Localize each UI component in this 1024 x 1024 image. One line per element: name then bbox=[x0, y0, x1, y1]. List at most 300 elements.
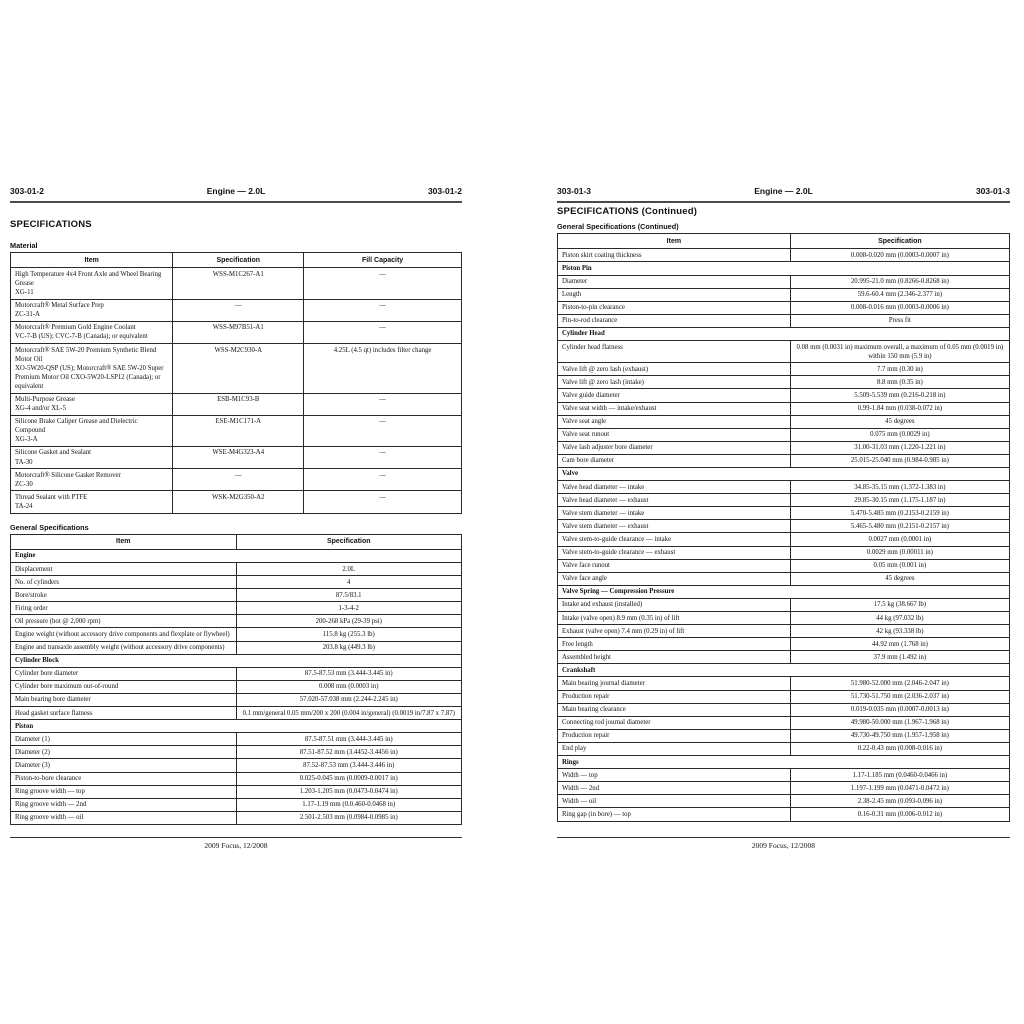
item-cell bbox=[558, 341, 791, 363]
spec-cell: 44.92 mm (1.768 in) bbox=[790, 638, 1009, 651]
spec-cell: 0.16-0.31 mm (0.006-0.012 in) bbox=[790, 808, 1009, 821]
item-cell bbox=[558, 441, 791, 454]
table-row bbox=[11, 415, 462, 446]
item-cell bbox=[11, 680, 237, 693]
page-title: Engine — 2.0L bbox=[754, 186, 813, 196]
item-line: Bore/stroke bbox=[15, 591, 47, 599]
item-line: Main bearing bore diameter bbox=[15, 696, 91, 704]
table-row bbox=[558, 625, 1010, 638]
item-line: Width — 2nd bbox=[562, 784, 600, 792]
page-number-right: 303-01-2 bbox=[427, 186, 462, 196]
item-cell bbox=[558, 494, 791, 507]
item-line: Valve head diameter — intake bbox=[562, 483, 645, 491]
item-line: Width — top bbox=[562, 771, 598, 779]
item-line: Production repair bbox=[562, 732, 610, 740]
table-row bbox=[11, 785, 462, 798]
item-cell bbox=[11, 628, 237, 641]
item-line: Ring groove width — top bbox=[15, 788, 85, 796]
table-row bbox=[558, 481, 1010, 494]
item-line: Valve stem diameter — intake bbox=[562, 509, 645, 517]
column-header: Specification bbox=[790, 234, 1009, 249]
spec-cell: 0.019-0.035 mm (0.0007-0.0013 in) bbox=[790, 703, 1009, 716]
table-row bbox=[558, 415, 1010, 428]
item-cell bbox=[11, 321, 173, 343]
table-row bbox=[558, 795, 1010, 808]
section-label: Piston Pin bbox=[558, 262, 1010, 275]
spec-cell: 0.008-0.020 mm (0.0003-0.0007 in) bbox=[790, 249, 1009, 262]
item-cell bbox=[558, 301, 791, 314]
specifications-heading: SPECIFICATIONS bbox=[10, 219, 92, 230]
table-header-row bbox=[11, 253, 462, 268]
item-line: XG-3-A bbox=[15, 436, 38, 444]
item-line: Valve lash adjuster bore diameter bbox=[562, 444, 653, 452]
item-line: Motorcraft® Premium Gold Engine Coolant bbox=[15, 324, 136, 332]
section-row bbox=[558, 327, 1010, 340]
table-row bbox=[558, 742, 1010, 755]
item-cell bbox=[558, 742, 791, 755]
item-line: Diameter bbox=[562, 278, 588, 286]
item-line: Head gasket surface flatness bbox=[15, 709, 93, 717]
spec-cell: 0.008-0.016 mm (0.0003-0.0006 in) bbox=[790, 301, 1009, 314]
spec-cell: ESB-M1C93-B bbox=[173, 393, 304, 415]
section-label: Engine bbox=[11, 549, 462, 562]
item-line: No. of cylinders bbox=[15, 578, 59, 586]
section-row bbox=[11, 654, 462, 667]
section-row bbox=[558, 585, 1010, 598]
item-line: Ring groove width — 2nd bbox=[15, 801, 87, 809]
table-row bbox=[558, 301, 1010, 314]
spec-cell: — bbox=[173, 469, 304, 491]
spec-cell: 87.5-87.53 mm (3.444-3.445 in) bbox=[236, 667, 462, 680]
item-line: Cylinder bore maximum out-of-round bbox=[15, 683, 119, 691]
fill-capacity-cell: — bbox=[304, 446, 462, 468]
item-line: Motorcraft® Silicone Gasket Remover bbox=[15, 471, 121, 479]
item-line: TA-30 bbox=[15, 458, 33, 466]
page-number-left: 303-01-3 bbox=[557, 186, 592, 196]
item-cell bbox=[11, 393, 173, 415]
item-line: Thread Sealant with PTFE bbox=[15, 493, 88, 501]
spec-cell: 5.470-5.485 mm (0.2153-0.2159 in) bbox=[790, 507, 1009, 520]
spec-cell: 1.203-1.205 mm (0.0473-0.0474 in) bbox=[236, 785, 462, 798]
table-row bbox=[558, 389, 1010, 402]
footer-text: 2009 Focus, 12/2008 bbox=[751, 841, 816, 850]
item-cell bbox=[11, 772, 237, 785]
item-line: Ring groove width — oil bbox=[15, 814, 84, 822]
item-cell bbox=[11, 469, 173, 491]
item-cell bbox=[11, 733, 237, 746]
column-header: Item bbox=[558, 234, 791, 249]
table-row bbox=[11, 733, 462, 746]
table-row bbox=[558, 612, 1010, 625]
spec-cell: 1-3-4-2 bbox=[236, 602, 462, 615]
table-row bbox=[558, 275, 1010, 288]
item-cell bbox=[11, 798, 237, 811]
item-cell bbox=[558, 454, 791, 467]
item-cell bbox=[558, 533, 791, 546]
table-row bbox=[558, 494, 1010, 507]
table-row bbox=[11, 628, 462, 641]
footer-rule bbox=[10, 837, 462, 838]
item-cell bbox=[558, 288, 791, 301]
table-row bbox=[558, 572, 1010, 585]
table-row bbox=[558, 651, 1010, 664]
item-cell bbox=[558, 729, 791, 742]
section-row bbox=[558, 664, 1010, 677]
table-row bbox=[558, 808, 1010, 821]
item-cell bbox=[558, 249, 791, 262]
item-cell bbox=[558, 481, 791, 494]
column-header: Fill Capacity bbox=[304, 253, 462, 268]
spec-cell: 0.0029 mm (0.00011 in) bbox=[790, 546, 1009, 559]
item-cell bbox=[11, 415, 173, 446]
spec-cell: 2.501-2.503 mm (0.0984-0.0985 in) bbox=[236, 811, 462, 824]
item-cell bbox=[11, 693, 237, 706]
table-row bbox=[11, 268, 462, 299]
item-line: Diameter (2) bbox=[15, 748, 50, 756]
spec-cell: WSK-M2G350-A2 bbox=[173, 491, 304, 513]
item-cell bbox=[558, 612, 791, 625]
item-line: Ring gap (in bore) — top bbox=[562, 810, 631, 818]
fill-capacity-cell: — bbox=[304, 393, 462, 415]
item-line: Valve guide diameter bbox=[562, 391, 620, 399]
item-cell bbox=[11, 491, 173, 513]
spec-cell: 20.995-21.0 mm (0.8266-0.8268 in) bbox=[790, 275, 1009, 288]
table-row bbox=[558, 363, 1010, 376]
item-cell bbox=[11, 746, 237, 759]
section-row bbox=[558, 262, 1010, 275]
spec-cell: 0.075 mm (0.0029 in) bbox=[790, 428, 1009, 441]
table-row bbox=[558, 341, 1010, 363]
table-row bbox=[558, 716, 1010, 729]
spec-cell: 1.17-1.185 mm (0.0460-0.0466 in) bbox=[790, 769, 1009, 782]
item-line: TA-24 bbox=[15, 502, 33, 510]
table-row bbox=[11, 772, 462, 785]
table-row bbox=[558, 520, 1010, 533]
spec-cell: 1.17-1.19 mm (0.0.460-0.0468 in) bbox=[236, 798, 462, 811]
spec-cell: WSS-M97B51-A1 bbox=[173, 321, 304, 343]
item-line: Valve face runout bbox=[562, 562, 610, 570]
table-row bbox=[558, 559, 1010, 572]
table-row bbox=[558, 249, 1010, 262]
table-row bbox=[558, 677, 1010, 690]
page-right bbox=[557, 186, 1010, 822]
spec-cell: 87.5-87.51 mm (3.444-3.445 in) bbox=[236, 733, 462, 746]
item-cell bbox=[11, 602, 237, 615]
fill-capacity-cell: — bbox=[304, 268, 462, 299]
footer-text: 2009 Focus, 12/2008 bbox=[204, 841, 268, 850]
item-line: Valve seat angle bbox=[562, 418, 607, 426]
item-line: Firing order bbox=[15, 604, 48, 612]
table-row bbox=[11, 469, 462, 491]
item-line: Diameter (3) bbox=[15, 761, 50, 769]
spec-cell: 1.197-1.199 mm (0.0471-0.0472 in) bbox=[790, 782, 1009, 795]
item-cell bbox=[11, 299, 173, 321]
item-line: Connecting rod journal diameter bbox=[562, 719, 651, 727]
spec-cell: 2.0L bbox=[236, 563, 462, 576]
spec-cell: 203.8 kg (449.3 lb) bbox=[236, 641, 462, 654]
item-cell bbox=[11, 576, 237, 589]
page-number-right: 303-01-3 bbox=[975, 186, 1010, 196]
item-cell bbox=[558, 314, 791, 327]
spec-cell: 87.5/83.1 bbox=[236, 589, 462, 602]
item-line: Motorcraft® SAE 5W-20 Premium Synthetic Blend Motor Oil bbox=[15, 346, 157, 363]
spec-cell: Press fit bbox=[790, 314, 1009, 327]
item-line: Engine weight (without accessory drive components and flexplate or flywheel) bbox=[15, 630, 230, 638]
table-row bbox=[558, 546, 1010, 559]
item-cell bbox=[558, 638, 791, 651]
spec-cell: ESE-M1C171-A bbox=[173, 415, 304, 446]
item-cell bbox=[558, 795, 791, 808]
item-line: Pin-to-rod clearance bbox=[562, 317, 618, 325]
item-line: ZC-31-A bbox=[15, 311, 40, 319]
item-line: Intake (valve open) 8.9 mm (0.35 in) of lift bbox=[562, 614, 680, 622]
item-cell bbox=[558, 389, 791, 402]
item-cell bbox=[11, 811, 237, 824]
item-cell bbox=[558, 559, 791, 572]
table-header-row bbox=[558, 234, 1010, 249]
item-line: Oil pressure (hot @ 2,000 rpm) bbox=[15, 617, 101, 625]
item-line: Silicone Gasket and Sealant bbox=[15, 449, 92, 457]
table-row bbox=[11, 491, 462, 513]
spec-cell: 29.85-30.15 mm (1.175-1.187 in) bbox=[790, 494, 1009, 507]
spec-cell: 2.38-2.45 mm (0.093-0.096 in) bbox=[790, 795, 1009, 808]
spec-cell: 0.025-0.045 mm (0.0009-0.0017 in) bbox=[236, 772, 462, 785]
spec-cell: 17.5 kg (38.667 lb) bbox=[790, 598, 1009, 611]
item-cell bbox=[11, 641, 237, 654]
table-row bbox=[11, 798, 462, 811]
spec-cell: 4 bbox=[236, 576, 462, 589]
table-row bbox=[11, 641, 462, 654]
table-row bbox=[558, 441, 1010, 454]
table-row bbox=[11, 680, 462, 693]
item-line: VC-7-B (US); CVC-7-B (Canada); or equivalent bbox=[15, 333, 148, 341]
item-line: Exhaust (valve open) 7.4 mm (0.29 in) of lift bbox=[562, 627, 685, 635]
item-line: Cylinder bore diameter bbox=[15, 670, 79, 678]
item-line: Intake and exhaust (installed) bbox=[562, 601, 643, 609]
item-cell bbox=[558, 769, 791, 782]
item-line: Assembled height bbox=[562, 653, 611, 661]
item-cell bbox=[11, 589, 237, 602]
spec-cell: 57.020-57.038 mm (2.244-2.245 in) bbox=[236, 693, 462, 706]
section-label: Crankshaft bbox=[558, 664, 1010, 677]
item-cell bbox=[558, 808, 791, 821]
item-line: Displacement bbox=[15, 565, 53, 573]
item-line: Valve face angle bbox=[562, 575, 607, 583]
fill-capacity-cell: — bbox=[304, 415, 462, 446]
page-header bbox=[10, 186, 462, 203]
item-line: Production repair bbox=[562, 693, 610, 701]
fill-capacity-cell: 4.25L (4.5 qt) includes filter change bbox=[304, 344, 462, 393]
item-line: Valve head diameter — exhaust bbox=[562, 496, 649, 504]
spec-cell: 0.99-1.84 mm (0.038-0.072 in) bbox=[790, 402, 1009, 415]
item-line: Cylinder head flatness bbox=[562, 343, 623, 351]
section-label: Cylinder Head bbox=[558, 327, 1010, 340]
item-cell bbox=[558, 625, 791, 638]
section-label: Piston bbox=[11, 720, 462, 733]
table-row bbox=[558, 376, 1010, 389]
table-row bbox=[11, 615, 462, 628]
section-row bbox=[11, 549, 462, 562]
section-row bbox=[558, 467, 1010, 480]
fill-capacity-cell: — bbox=[304, 469, 462, 491]
item-cell bbox=[558, 677, 791, 690]
spec-cell: 87.52-87.53 mm (3.444-3.446 in) bbox=[236, 759, 462, 772]
item-line: Diameter (1) bbox=[15, 735, 50, 743]
page-header bbox=[557, 186, 1010, 203]
table-row bbox=[558, 598, 1010, 611]
table-row bbox=[558, 288, 1010, 301]
spec-cell: 42 kg (93.338 lb) bbox=[790, 625, 1009, 638]
spec-cell: 51.730-51.750 mm (2.036-2.037 in) bbox=[790, 690, 1009, 703]
item-line: Valve lift @ zero lash (exhaust) bbox=[562, 365, 649, 373]
specifications-continued-heading: SPECIFICATIONS (Continued) bbox=[557, 206, 698, 217]
table-row bbox=[11, 344, 462, 393]
spec-cell: 115.8 kg (255.3 lb) bbox=[236, 628, 462, 641]
item-line: Engine and transaxle assembly weight (without accessory drive components) bbox=[15, 644, 225, 652]
spec-cell: 7.7 mm (0.30 in) bbox=[790, 363, 1009, 376]
spec-cell: 25.015-25.040 mm (0.984-0.985 in) bbox=[790, 454, 1009, 467]
item-cell bbox=[11, 759, 237, 772]
item-cell bbox=[11, 667, 237, 680]
item-line: XO-5W20-QSP (US); Motorcraft® SAE 5W-20 Super Premium Motor Oil CXO-5W20-LSP12 (Canada); or equivalent bbox=[15, 364, 164, 390]
spec-cell: 51.980-52.000 mm (2.046-2.047 in) bbox=[790, 677, 1009, 690]
spec-cell: 5.509-5.539 mm (0.216-0.218 in) bbox=[790, 389, 1009, 402]
table-row bbox=[558, 314, 1010, 327]
column-header: Item bbox=[11, 534, 237, 549]
section-row bbox=[11, 720, 462, 733]
spec-cell: 59.6-60.4 mm (2.346-2.377 in) bbox=[790, 288, 1009, 301]
item-line: Main bearing journal diameter bbox=[562, 679, 645, 687]
material-table bbox=[10, 252, 462, 514]
page-footer-right bbox=[557, 837, 1010, 850]
spec-cell: 200-268 kPa (29-39 psi) bbox=[236, 615, 462, 628]
item-line: End play bbox=[562, 745, 587, 753]
spec-cell: — bbox=[173, 299, 304, 321]
spec-cell: 8.8 mm (0.35 in) bbox=[790, 376, 1009, 389]
item-line: Valve stem-to-guide clearance — intake bbox=[562, 535, 672, 543]
table-row bbox=[558, 402, 1010, 415]
spec-cell: 49.730-49.750 mm (1.957-1.958 in) bbox=[790, 729, 1009, 742]
item-line: Valve seat width — intake/exhaust bbox=[562, 405, 657, 412]
item-line: Valve stem-to-guide clearance — exhaust bbox=[562, 549, 676, 557]
table-row bbox=[11, 707, 462, 720]
spec-cell: 37.9 mm (1.492 in) bbox=[790, 651, 1009, 664]
section-row bbox=[558, 756, 1010, 769]
table-row bbox=[558, 690, 1010, 703]
item-cell bbox=[11, 344, 173, 393]
item-cell bbox=[558, 428, 791, 441]
item-line: Cam bore diameter bbox=[562, 457, 615, 465]
section-label: Valve Spring — Compression Pressure bbox=[558, 585, 1010, 598]
table-row bbox=[11, 321, 462, 343]
item-line: Width — oil bbox=[562, 797, 597, 805]
spec-cell: 0.008 mm (0.0003 in) bbox=[236, 680, 462, 693]
table-row bbox=[558, 428, 1010, 441]
item-line: Valve seat runout bbox=[562, 431, 610, 439]
table-row bbox=[558, 638, 1010, 651]
spec-cell: 0.1 mm/general 0.05 mm/200 x 200 (0.004 in/general) (0.0019 in/7.87 x 7.87) bbox=[236, 707, 462, 720]
material-table-caption: Material bbox=[10, 241, 38, 250]
item-line: Length bbox=[562, 291, 582, 299]
item-line: XG-11 bbox=[15, 289, 34, 297]
page-number-left: 303-01-2 bbox=[10, 186, 45, 196]
table-row bbox=[558, 769, 1010, 782]
item-cell bbox=[11, 563, 237, 576]
page-left bbox=[10, 186, 462, 825]
spec-cell: WSS-M2C930-A bbox=[173, 344, 304, 393]
table-row bbox=[11, 811, 462, 824]
item-cell bbox=[558, 520, 791, 533]
table-row bbox=[11, 446, 462, 468]
table-row bbox=[11, 576, 462, 589]
spec-cell: 45 degrees bbox=[790, 572, 1009, 585]
page-title: Engine — 2.0L bbox=[206, 186, 266, 196]
item-cell bbox=[558, 275, 791, 288]
item-line: Valve lift @ zero lash (intake) bbox=[562, 378, 644, 386]
item-line: Valve stem diameter — exhaust bbox=[562, 522, 649, 530]
general-specifications-table bbox=[10, 534, 462, 825]
item-cell bbox=[11, 615, 237, 628]
item-line: High Temperature 4x4 Front Axle and Wheel Bearing Grease bbox=[15, 270, 162, 287]
fill-capacity-cell: — bbox=[304, 299, 462, 321]
table-row bbox=[11, 589, 462, 602]
item-cell bbox=[558, 703, 791, 716]
column-header: Specification bbox=[173, 253, 304, 268]
table-row bbox=[558, 533, 1010, 546]
section-label: Valve bbox=[558, 467, 1010, 480]
item-line: Main bearing clearance bbox=[562, 706, 626, 714]
table-row bbox=[558, 782, 1010, 795]
table-row bbox=[11, 746, 462, 759]
spec-cell: 31.00-31.03 mm (1.220-1.221 in) bbox=[790, 441, 1009, 454]
table-row bbox=[558, 729, 1010, 742]
item-cell bbox=[11, 707, 237, 720]
spec-cell: WSE-M4G323-A4 bbox=[173, 446, 304, 468]
spec-cell: 0.22-0.43 mm (0.008-0.016 in) bbox=[790, 742, 1009, 755]
item-cell bbox=[558, 376, 791, 389]
table-row bbox=[11, 393, 462, 415]
item-line: Multi-Purpose Grease bbox=[15, 396, 75, 403]
table-row bbox=[11, 759, 462, 772]
item-line: XG-4 and/or XL-5 bbox=[15, 405, 66, 413]
item-cell bbox=[558, 415, 791, 428]
section-label: Rings bbox=[558, 756, 1010, 769]
fill-capacity-cell: — bbox=[304, 491, 462, 513]
item-cell bbox=[558, 572, 791, 585]
spec-cell: 44 kg (97.032 lb) bbox=[790, 612, 1009, 625]
item-cell bbox=[558, 507, 791, 520]
table-row bbox=[558, 703, 1010, 716]
table-header-row bbox=[11, 534, 462, 549]
item-line: Piston skirt coating thickness bbox=[562, 251, 642, 259]
item-line: Piston-to-pin clearance bbox=[562, 304, 625, 312]
spec-cell: 49.980-50.000 mm (1.967-1.968 in) bbox=[790, 716, 1009, 729]
item-cell bbox=[558, 651, 791, 664]
table-row bbox=[11, 563, 462, 576]
spec-cell: 34.85-35.15 mm (1.372-1.383 in) bbox=[790, 481, 1009, 494]
table-row bbox=[11, 667, 462, 680]
item-line: Motorcraft® Metal Surface Prep bbox=[15, 302, 104, 310]
item-cell bbox=[11, 446, 173, 468]
general-specs-continued-caption: General Specifications (Continued) bbox=[557, 222, 679, 231]
item-cell bbox=[558, 782, 791, 795]
table-row bbox=[11, 693, 462, 706]
item-cell bbox=[558, 546, 791, 559]
column-header: Specification bbox=[236, 534, 462, 549]
item-line: Silicone Brake Caliper Grease and Dielectric Compound bbox=[15, 418, 138, 435]
fill-capacity-cell: — bbox=[304, 321, 462, 343]
item-line: ZC-30 bbox=[15, 480, 33, 488]
